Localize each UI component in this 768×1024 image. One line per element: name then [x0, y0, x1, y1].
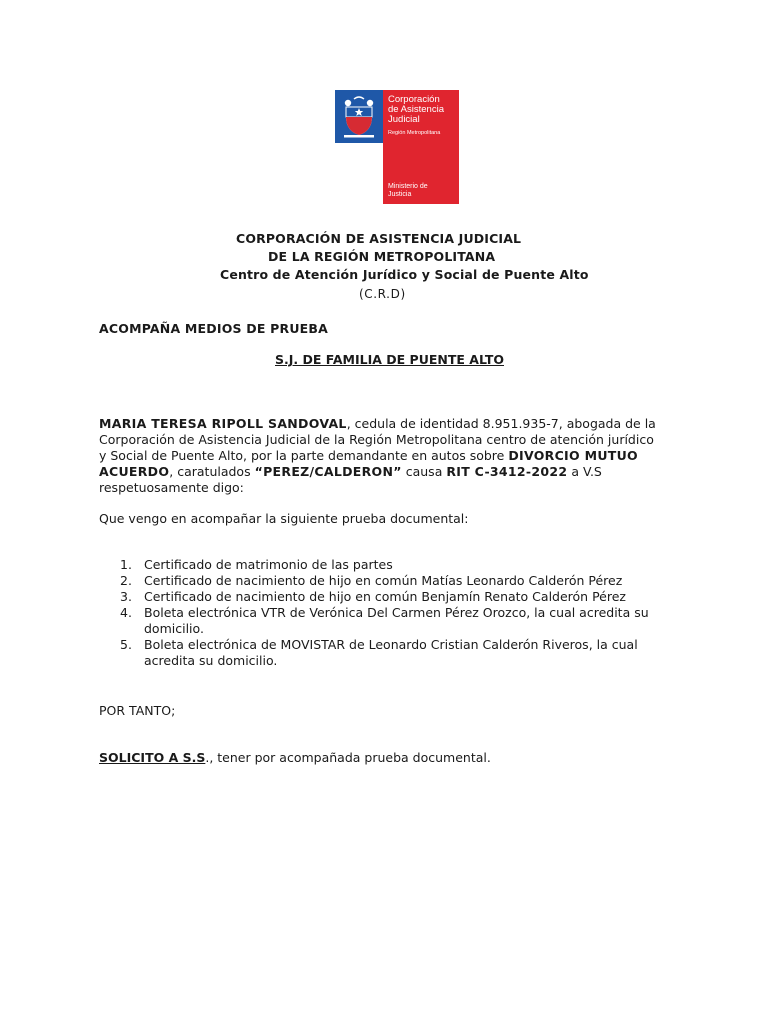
- list-item-text: Boleta electrónica de MOVISTAR de Leonardo Cristian Calderón Riveros, la cual acredita su domicilio.: [144, 637, 638, 668]
- logo-region: Región Metropolitana: [388, 130, 441, 136]
- logo-org-line-2: de Asistencia: [388, 104, 444, 115]
- list-item-text: Certificado de matrimonio de las partes: [144, 557, 393, 572]
- list-item-number: 3.: [120, 589, 132, 604]
- body-text-2: , caratulados: [169, 464, 255, 479]
- list-item: [120, 573, 660, 589]
- list-item-text: Boleta electrónica VTR de Verónica Del Carmen Pérez Orozco, la cual acredita su domicilio.: [144, 605, 649, 636]
- header-line-3: Centro de Atención Jurídico y Social de Puente Alto: [220, 267, 589, 282]
- case-type: DIVORCIO MUTUO ACUERDO: [99, 448, 638, 479]
- logo-ministry-line-1: Ministerio de: [388, 183, 428, 190]
- logo-ministry: [388, 183, 428, 199]
- body-paragraph: [99, 416, 659, 496]
- list-item: [120, 605, 660, 637]
- institution-logo: [335, 90, 459, 204]
- list-item: [120, 557, 660, 573]
- body-text-4: a V.S respetuosamente digo:: [99, 464, 602, 495]
- list-item-number: 5.: [120, 637, 132, 652]
- header-line-1: CORPORACIÓN DE ASISTENCIA JUDICIAL: [236, 231, 522, 246]
- evidence-intro: Que vengo en acompañar la siguiente prueba documental:: [99, 511, 469, 526]
- coat-of-arms-icon: [342, 95, 376, 139]
- case-title: “PEREZ/CALDERON”: [254, 464, 402, 479]
- body-text-3: causa: [401, 464, 447, 479]
- list-item-number: 4.: [120, 605, 132, 620]
- logo-org-name: [388, 95, 444, 125]
- list-item-text: Certificado de nacimiento de hijo en común Matías Leonardo Calderón Pérez: [144, 573, 623, 588]
- evidence-list: [120, 557, 660, 669]
- coat-of-arms-panel: [335, 90, 383, 143]
- body-text-1: , cedula de identidad 8.951.935-7, abogada de la Corporación de Asistencia Judicial de la Región Metropolitana centro de atención jurídico y Social de Puente Alto, por la parte demandante en autos sobre: [99, 416, 656, 463]
- logo-red-panel: [383, 90, 459, 204]
- lawyer-name: MARIA TERESA RIPOLL SANDOVAL: [99, 416, 347, 431]
- logo-ministry-line-2: Justicia: [388, 191, 412, 198]
- case-rit: RIT C-3412-2022: [446, 464, 568, 479]
- logo-white-panel: [335, 143, 383, 204]
- logo-org-line-3: Judicial: [388, 114, 420, 125]
- request-line: [99, 750, 491, 765]
- request-rest: ., tener por acompañada prueba documental.: [205, 750, 491, 765]
- therefore-line: POR TANTO;: [99, 703, 176, 718]
- list-item-number: 2.: [120, 573, 132, 588]
- document-subject: ACOMPAÑA MEDIOS DE PRUEBA: [99, 321, 329, 336]
- court-addressee: S.J. DE FAMILIA DE PUENTE ALTO: [275, 352, 504, 367]
- header-line-2: DE LA REGIÓN METROPOLITANA: [268, 249, 496, 264]
- header-line-4: (C.R.D): [359, 287, 406, 301]
- list-item-number: 1.: [120, 557, 132, 572]
- logo-org-line-1: Corporación: [388, 94, 440, 105]
- list-item-text: Certificado de nacimiento de hijo en común Benjamín Renato Calderón Pérez: [144, 589, 626, 604]
- list-item: [120, 589, 660, 605]
- list-item: [120, 637, 660, 669]
- request-lead: SOLICITO A S.S: [99, 750, 206, 765]
